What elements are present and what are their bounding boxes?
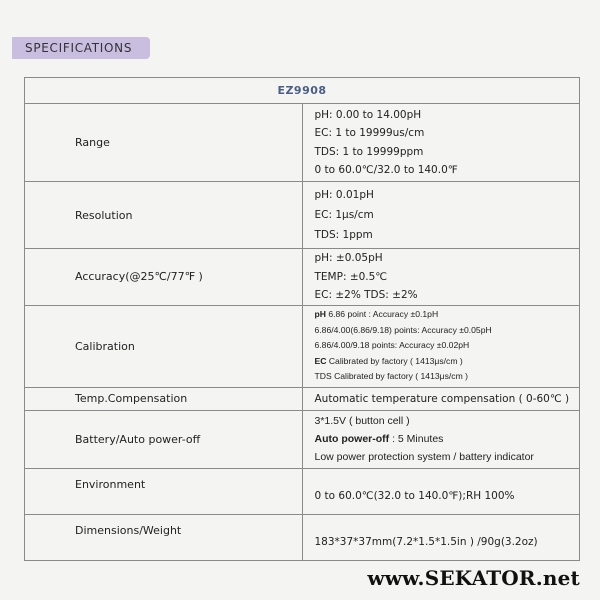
value-line [315, 338, 576, 354]
row-value [302, 514, 580, 560]
table-header-row [25, 78, 580, 104]
watermark-text: www.SEKATOR.net [367, 566, 580, 590]
row-value [302, 468, 580, 514]
row-value [302, 249, 580, 306]
value-line: pH: 0.01pH [314, 189, 374, 201]
section-label: SPECIFICATIONS [12, 37, 150, 59]
value-line: EC: 1 to 19999us/cm [314, 127, 425, 139]
row-value [302, 387, 580, 410]
row-label: Dimensions/Weight [25, 514, 303, 560]
value-text: Calibrated by factory ( 1413μs/cm ) [326, 355, 463, 366]
value-text: TDS Calibrated by factory ( 1413μs/cm ) [314, 371, 468, 382]
value-text: 3*1.5V ( button cell ) [314, 415, 410, 427]
value-line: EC: ±2% TDS: ±2% [314, 289, 418, 301]
row-value [302, 410, 580, 468]
value-line: pH: 0.00 to 14.00pH [314, 108, 422, 121]
row-label: Accuracy(@25℃/77℉ ) [25, 249, 303, 306]
model-name: EZ9908 [25, 78, 580, 104]
table-row [25, 182, 580, 249]
value-text: 6.86/4.00(6.86/9.18) points: Accuracy ±0.05pH [314, 324, 492, 335]
table-row [25, 410, 580, 468]
value-line: TDS: 1ppm [314, 229, 373, 241]
row-value [302, 305, 580, 387]
table-row [25, 104, 580, 182]
table-row [25, 305, 580, 387]
value-text: 6.86/4.00/9.18 points: Accuracy ±0.02pH [314, 340, 470, 351]
table-row [25, 468, 580, 514]
value-line: pH: ±0.05pH [314, 252, 383, 264]
value-line [315, 448, 576, 466]
value-line [315, 369, 576, 385]
table-row [25, 514, 580, 560]
value-bold: Auto power-off [314, 433, 390, 445]
value-line [315, 354, 576, 370]
row-value [302, 182, 580, 249]
value-text: : 5 Minutes [389, 433, 444, 445]
value-line [315, 430, 576, 448]
row-value [302, 104, 580, 182]
table-row [25, 387, 580, 410]
value-line: 0 to 60.0℃/32.0 to 140.0℉ [314, 164, 458, 176]
value-line: TEMP: ±0.5℃ [314, 270, 388, 283]
value-line [315, 307, 576, 323]
value-bold: pH [314, 309, 326, 320]
row-label: Resolution [25, 182, 303, 249]
row-label: Range [25, 104, 303, 182]
row-label: Battery/Auto power-off [25, 410, 303, 468]
value-line: 183*37*37mm(7.2*1.5*1.5in ) /90g(3.2oz) [314, 536, 538, 548]
row-label: Calibration [25, 305, 303, 387]
value-line: 0 to 60.0℃(32.0 to 140.0℉);RH 100% [314, 490, 515, 502]
value-text: Low power protection system / battery indicator [314, 451, 534, 463]
row-label: Environment [25, 468, 303, 514]
value-line [315, 323, 576, 339]
value-line: EC: 1μs/cm [314, 209, 374, 221]
value-text: 6.86 point : Accuracy ±0.1pH [325, 309, 439, 320]
table-row [25, 249, 580, 306]
value-line: TDS: 1 to 19999ppm [314, 145, 424, 158]
value-line: Automatic temperature compensation ( 0-60℃ ) [314, 392, 570, 405]
row-label: Temp.Compensation [25, 387, 303, 410]
value-line [315, 412, 576, 430]
specifications-table [24, 77, 580, 561]
value-bold: EC [314, 355, 327, 366]
